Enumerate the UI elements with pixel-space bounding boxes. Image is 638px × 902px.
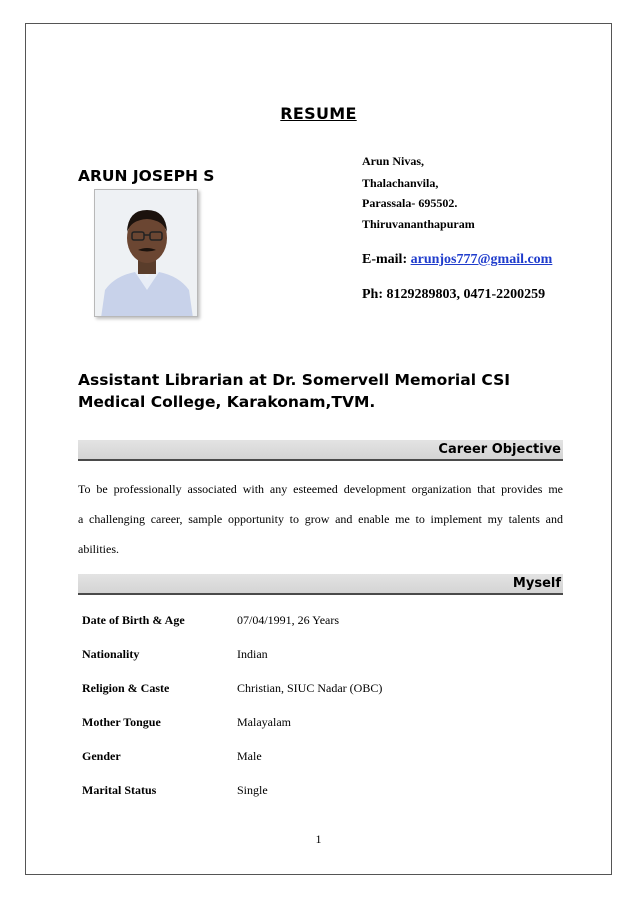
resume-title: RESUME — [280, 104, 357, 123]
profile-photo — [94, 189, 198, 317]
current-position: Assistant Librarian at Dr. Somervell Memorial CSI Medical College, Karakonam,TVM. — [78, 371, 510, 411]
phone-line: Ph: 8129289803, 0471-2200259 — [362, 287, 546, 302]
email-label: E-mail: — [362, 252, 411, 267]
address-line-3: Parassala- 695502. — [362, 196, 458, 210]
email-line — [362, 252, 552, 268]
email-link[interactable]: arunjos777@gmail.com — [410, 252, 553, 267]
detail-label: Gender — [82, 749, 121, 763]
detail-value: Male — [237, 749, 262, 763]
career-objective-header: Career Objective — [78, 440, 563, 461]
career-objective-text: To be professionally associated with any esteemed development organization that provides me a challenging career, sample opportunity to grow and enable me to implement my talents and abilities. — [78, 482, 563, 556]
detail-value: Christian, SIUC Nadar (OBC) — [237, 681, 383, 695]
detail-value: Single — [237, 783, 268, 797]
myself-header: Myself — [78, 574, 563, 595]
address-line-4: Thiruvananthapuram — [362, 217, 475, 231]
detail-value: 07/04/1991, 26 Years — [237, 613, 340, 627]
detail-label: Religion & Caste — [82, 681, 170, 695]
address-line-1: Arun Nivas, — [362, 154, 425, 168]
address-line-2: Thalachanvila, — [362, 176, 439, 190]
detail-label: Mother Tongue — [82, 715, 161, 729]
detail-label: Marital Status — [82, 783, 157, 797]
detail-value: Malayalam — [237, 715, 291, 729]
page-number: 1 — [315, 832, 322, 846]
detail-label: Date of Birth & Age — [82, 613, 185, 627]
resume-page — [25, 23, 612, 875]
detail-label: Nationality — [82, 647, 140, 661]
detail-value: Indian — [237, 647, 268, 661]
candidate-name: ARUN JOSEPH S — [78, 167, 215, 185]
